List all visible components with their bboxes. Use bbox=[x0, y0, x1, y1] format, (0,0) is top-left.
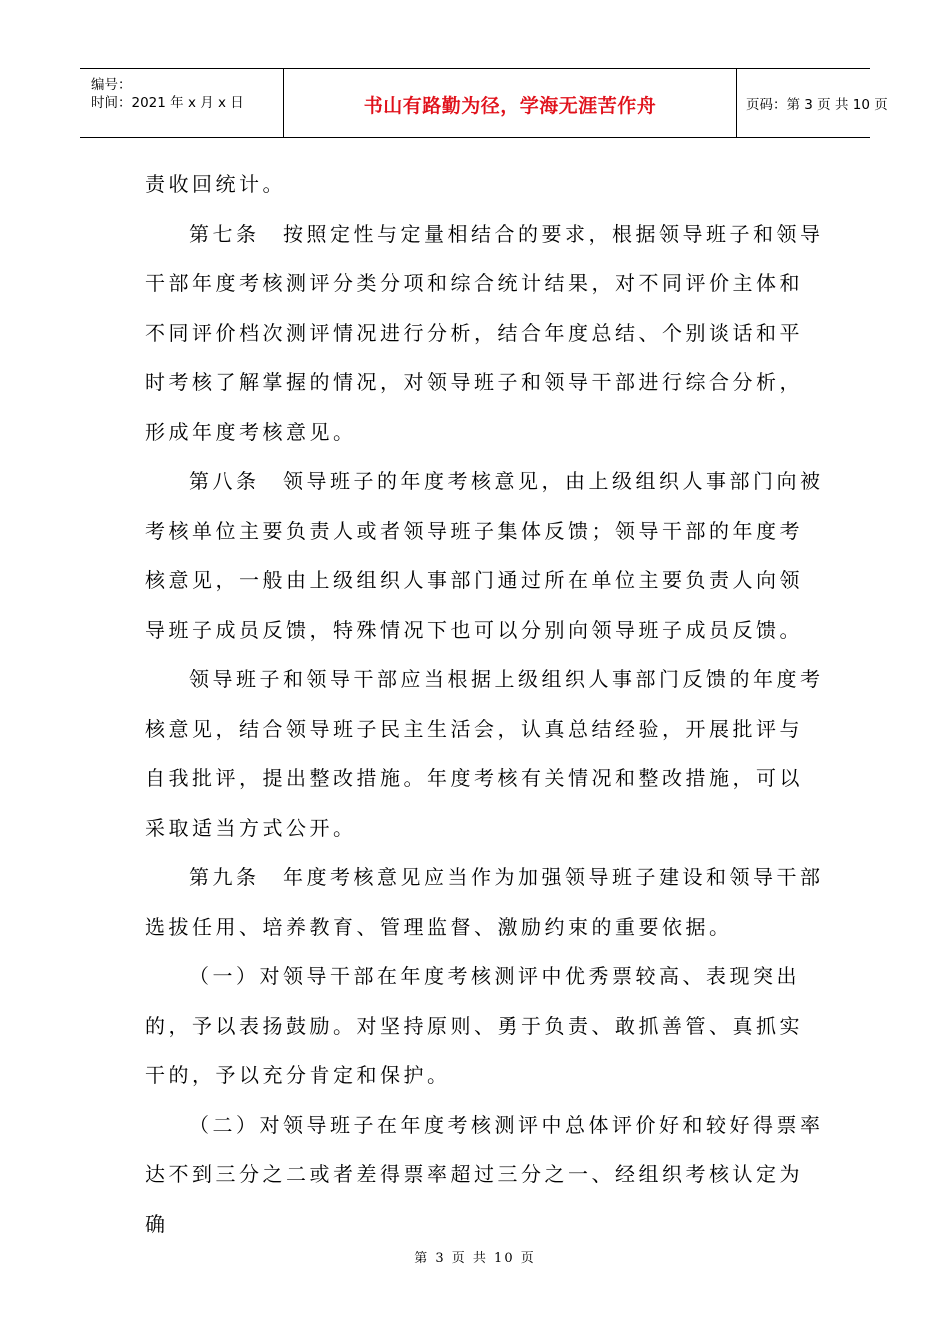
document-body bbox=[145, 160, 825, 1249]
paragraph-article-7: 第七条 按照定性与定量相结合的要求，根据领导班子和领导干部年度考核测评分类分项和综合统计结果，对不同评价主体和不同评价档次测评情况进行分析，结合年度总结、个别谈话和平时考核了解掌握的情况，对领导班子和领导干部进行综合分析，形成年度考核意见。 bbox=[145, 221, 824, 444]
paragraph-item-2: （二）对领导班子在年度考核测评中总体评价好和较好得票率达不到三分之二或者差得票率超过三分之一、经组织考核认定为确 bbox=[145, 1112, 824, 1236]
header-middle-cell bbox=[283, 69, 737, 137]
page-header bbox=[80, 68, 888, 138]
document-date-label: 时间：2021 年 x 月 x 日 bbox=[91, 95, 244, 111]
paragraph-continuation: 责收回统计。 bbox=[145, 172, 286, 196]
document-number-label: 编号： bbox=[91, 77, 132, 93]
header-left-cell bbox=[80, 69, 283, 137]
paragraph-item-1: （一）对领导干部在年度考核测评中优秀票较高、表现突出的，予以表扬鼓励。对坚持原则、勇于负责、敢抓善管、真抓实干的，予以充分肯定和保护。 bbox=[145, 964, 803, 1087]
paragraph-article-9: 第九条 年度考核意见应当作为加强领导班子建设和领导干部选拔任用、培养教育、管理监督、激励约束的重要依据。 bbox=[145, 865, 824, 939]
header-slogan: 书山有路勤为径，学海无涯苦作舟 bbox=[363, 95, 657, 117]
header-page-info: 页码：第 3 页 共 10 页 bbox=[746, 97, 888, 113]
header-right-cell bbox=[736, 69, 888, 137]
paragraph-feedback: 领导班子和领导干部应当根据上级组织人事部门反馈的年度考核意见，结合领导班子民主生活会，认真总结经验，开展批评与自我批评，提出整改措施。年度考核有关情况和整改措施，可以采取适当方式公开。 bbox=[145, 667, 824, 840]
paragraph-article-8: 第八条 领导班子的年度考核意见，由上级组织人事部门向被考核单位主要负责人或者领导班子集体反馈；领导干部的年度考核意见，一般由上级组织人事部门通过所在单位主要负责人向领导班子成员反馈，特殊情况下也可以分别向领导班子成员反馈。 bbox=[145, 469, 824, 642]
page-footer: 第 3 页 共 10 页 bbox=[414, 1251, 536, 1266]
